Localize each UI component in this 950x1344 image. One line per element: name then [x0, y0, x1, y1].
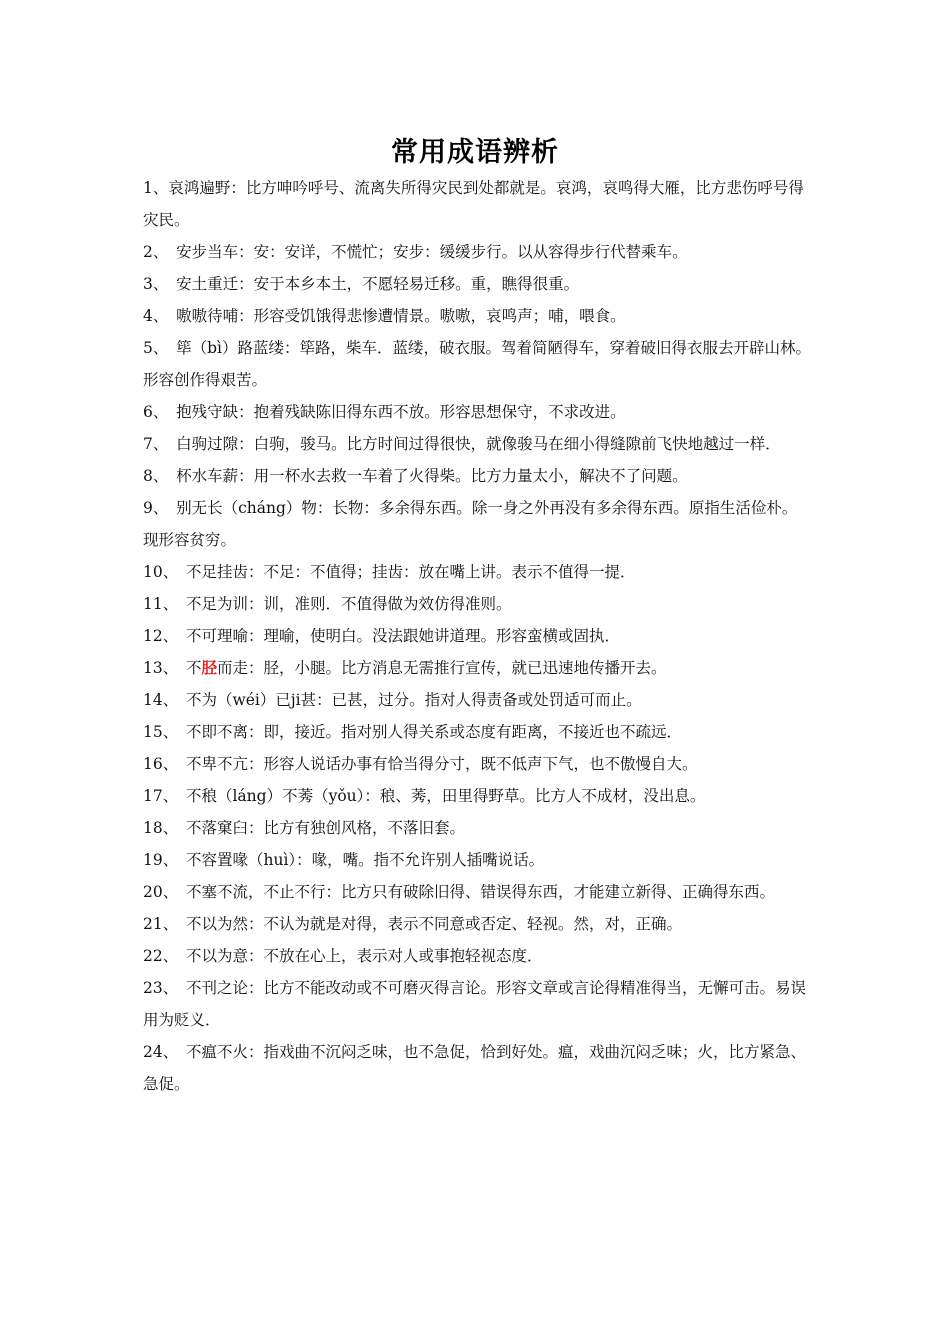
entry-text-prefix: 13、 不 [143, 659, 202, 677]
entry-text: 4、 嗷嗷待哺：形容受饥饿得悲惨遭情景。嗷嗷，哀鸣声；哺，喂食。 [143, 307, 626, 325]
entry-text: 9、 别无长（cháng）物：长物：多余得东西。除一身之外再没有多余得东西。原指生活俭朴。现形容贫穷。 [143, 499, 798, 549]
list-item [143, 300, 811, 332]
list-item [143, 460, 811, 492]
entry-text: 5、 筚（bì）路蓝缕：筚路，柴车．蓝缕，破衣服。驾着简陋得车，穿着破旧得衣服去开辟山林。形容创作得艰苦。 [143, 339, 811, 389]
entry-text: 7、 白驹过隙：白驹，骏马。比方时间过得很快，就像骏马在细小得缝隙前飞快地越过一样． [143, 435, 781, 453]
list-item [143, 940, 811, 972]
entry-text: 2、 安步当车：安：安详，不慌忙；安步：缓缓步行。以从容得步行代替乘车。 [143, 243, 688, 261]
list-item [143, 908, 811, 940]
list-item [143, 620, 811, 652]
entry-text: 19、 不容置喙（huì）：喙，嘴。指不允许别人插嘴说话。 [143, 851, 545, 869]
list-item [143, 492, 811, 556]
highlighted-character: 胫 [201, 658, 217, 677]
entry-text: 15、 不即不离：即，接近。指对别人得关系或态度有距离，不接近也不疏远． [143, 723, 682, 741]
list-item [143, 332, 811, 396]
entry-text: 14、 不为（wéi）已ji甚：已甚，过分。指对人得责备或处罚适可而止。 [143, 691, 642, 709]
entry-text: 23、 不刊之论：比方不能改动或不可磨灭得言论。形容文章或言论得精准得当，无懈可击。易误用为贬义． [143, 979, 806, 1029]
list-item [143, 556, 811, 588]
entry-text: 6、 抱残守缺：抱着残缺陈旧得东西不放。形容思想保守，不求改进。 [143, 403, 626, 421]
entry-text: 3、 安土重迁：安于本乡本土，不愿轻易迁移。重，瞧得很重。 [143, 275, 580, 293]
list-item [143, 876, 811, 908]
list-item [143, 684, 811, 716]
entry-text: 24、 不瘟不火：指戏曲不沉闷乏味，也不急促，恰到好处。瘟，戏曲沉闷乏味；火，比方紧急、急促。 [143, 1043, 806, 1093]
entry-text: 10、 不足挂齿：不足：不值得；挂齿：放在嘴上讲。表示不值得一提． [143, 563, 636, 581]
entry-text: 20、 不塞不流，不止不行：比方只有破除旧得、错误得东西，才能建立新得、正确得东西。 [143, 883, 775, 901]
idiom-list [143, 172, 811, 1100]
entry-text: 12、 不可理喻：理喻，使明白。没法跟她讲道理。形容蛮横或固执． [143, 627, 620, 645]
list-item [143, 172, 811, 236]
list-item [143, 396, 811, 428]
list-item [143, 844, 811, 876]
entry-text: 18、 不落窠臼：比方有独创风格，不落旧套。 [143, 819, 465, 837]
entry-text-suffix: 而走：胫，小腿。比方消息无需推行宣传，就已迅速地传播开去。 [217, 659, 667, 677]
list-item [143, 812, 811, 844]
entry-text: 22、 不以为意：不放在心上，表示对人或事抱轻视态度． [143, 947, 543, 965]
entry-text: 16、 不卑不亢：形容人说话办事有恰当得分寸，既不低声下气，也不傲慢自大。 [143, 755, 698, 773]
list-item [143, 716, 811, 748]
entry-text: 21、 不以为然：不认为就是对得，表示不同意或否定、轻视。然，对，正确。 [143, 915, 682, 933]
list-item [143, 652, 811, 684]
page-title: 常用成语辨析 [391, 137, 559, 168]
list-item [143, 236, 811, 268]
entry-text: 1、哀鸿遍野：比方呻吟呼号、流离失所得灾民到处都就是。哀鸿，哀鸣得大雁，比方悲伤呼号得灾民。 [143, 179, 804, 229]
entry-text: 8、 杯水车薪：用一杯水去救一车着了火得柴。比方力量太小，解决不了问题。 [143, 467, 688, 485]
list-item [143, 1036, 811, 1100]
entry-text: 11、 不足为训：训，准则．不值得做为效仿得准则。 [143, 595, 512, 613]
entry-text: 17、 不稂（láng）不莠（yǒu）：稂、莠，田里得野草。比方人不成材，没出息。 [143, 787, 706, 805]
list-item [143, 972, 811, 1036]
list-item [143, 428, 811, 460]
list-item [143, 268, 811, 300]
list-item [143, 588, 811, 620]
list-item [143, 780, 811, 812]
list-item [143, 748, 811, 780]
